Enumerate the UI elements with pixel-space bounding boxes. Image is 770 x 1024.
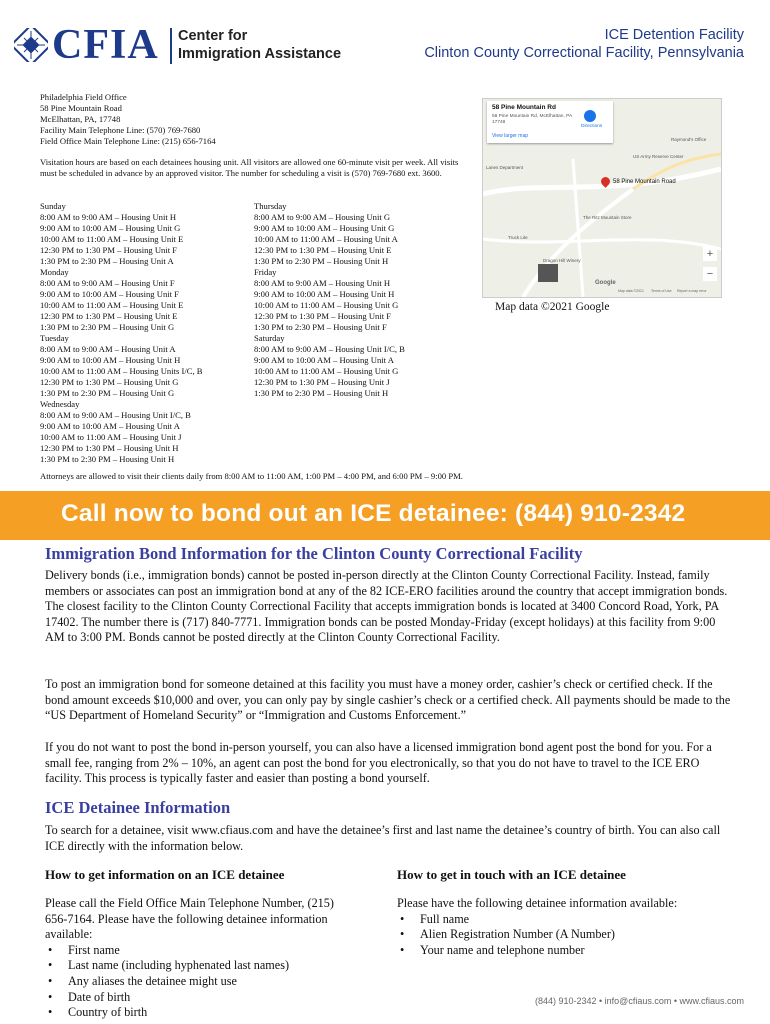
map-caption: Map data ©2021 Google [495,301,610,313]
bond-paragraph: Delivery bonds (i.e., immigration bonds) cannot be posted in-person directly at the Clinton County Correctional Facility. Instead, family members or associates can post an immigration bond at any of the 82 ICE-ERO facilities around the country that accept immigration bonds. The closest facility to the Clinton County Correctional Facility that accepts immigration bonds is located at 3400 Concord Road, York, PA 17402. The number there is (717) 840-7771. Immigration bonds can be posted Monday-Friday (except holidays) at this facility from 9:00 AM to 3:00 PM. Bonds cannot be posted directly at the Clinton County Correctional Facility. [45,568,728,645]
map-pin-label: 58 Pine Mountain Road [613,179,676,185]
office-line: Facility Main Telephone Line: (570) 769-7680 [40,125,201,135]
schedule-line: 9:00 AM to 10:00 AM – Housing Unit H [40,355,181,365]
schedule-line: 10:00 AM to 11:00 AM – Housing Unit G [254,366,399,376]
facility-type: ICE Detention Facility [604,27,744,43]
schedule-line: Thursday [254,201,287,211]
schedule-line: Tuesday [40,333,69,343]
schedule-right [254,201,469,399]
schedule-line: 1:30 PM to 2:30 PM – Housing Unit A [40,256,174,266]
schedule-line: 8:00 AM to 9:00 AM – Housing Unit I/C, B [254,344,405,354]
contact-column [397,896,737,958]
schedule-line: Wednesday [40,399,80,409]
list-item: • Last name (including hyphenated last names) [45,958,345,974]
schedule-line: 9:00 AM to 10:00 AM – Housing Unit G [40,223,181,233]
schedule-line: 9:00 AM to 10:00 AM – Housing Unit G [254,223,395,233]
detainee-heading: ICE Detainee Information [45,798,231,817]
map-label: Truck Lite [508,235,528,240]
logo-subtitle [178,27,341,63]
map-label: Lanes Department [486,165,524,170]
list-item: • Full name [397,912,737,928]
directions-icon[interactable] [584,110,596,122]
logo-divider [170,28,172,64]
schedule-line: 8:00 AM to 9:00 AM – Housing Unit G [254,212,391,222]
logo-wordmark: CFIA [52,22,159,68]
zoom-out-button[interactable]: − [703,267,717,281]
schedule-line: Friday [254,267,277,277]
info-subheading: How to get information on an ICE detainee [45,867,285,882]
schedule-line: 12:30 PM to 1:30 PM – Housing Unit G [40,377,179,387]
schedule-line: 12:30 PM to 1:30 PM – Housing Unit H [40,443,179,453]
info-column-text: Please call the Field Office Main Telephone Number, (215) 656-7164. Please have the following detainee information available: [45,896,334,942]
detainee-paragraph: To search for a detainee, visit www.cfiaus.com and have the detainee’s first and last name the detainee’s country of birth. You can also call ICE directly with the information below. [45,823,721,853]
contact-column-text: Please have the following detainee information available: [397,896,678,910]
footer-contact: (844) 910-2342 • info@cfiaus.com • www.cfiaus.com [534,996,744,1006]
schedule-line: 10:00 AM to 11:00 AM – Housing Units I/C, B [40,366,203,376]
schedule-line: 12:30 PM to 1:30 PM – Housing Unit J [254,377,390,387]
office-line: Philadelphia Field Office [40,92,127,102]
facility-name: Clinton County Correctional Facility, Pennsylvania [424,45,744,61]
map-directions-link[interactable]: Directions [581,124,603,129]
schedule-line: 10:00 AM to 11:00 AM – Housing Unit E [40,234,184,244]
map-view-larger-link[interactable]: View larger map [492,133,529,139]
list-item: • Alien Registration Number (A Number) [397,927,737,943]
call-banner[interactable] [0,491,770,540]
map-attribution: Map data ©2021 [618,289,644,293]
map-label: US Army Reserve Center [633,154,684,159]
visitation-text: Visitation hours are based on each detainees housing unit. All visitors are allowed one 60-minute visit per week. All visits must be scheduled in advance by an approved visitor. The number for scheduling a visit is (570) 769-7680 ext. 3600. [40,157,459,178]
bond-heading: Immigration Bond Information for the Clinton County Correctional Facility [45,544,583,563]
schedule-line: 12:30 PM to 1:30 PM – Housing Unit E [254,245,392,255]
map-card-title: 58 Pine Mountain Rd [492,104,556,111]
schedule-line: 9:00 AM to 10:00 AM – Housing Unit A [40,421,180,431]
logo-subtitle-line2: Immigration Assistance [178,46,342,62]
office-line: McElhattan, PA, 17748 [40,114,121,124]
bond-paragraph: If you do not want to post the bond in-person yourself, you can also have a licensed immigration bond agent post the bond for you. For a small fee, ranging from 2% – 10%, an agent can post the bond for you electronically, so that you do not have to travel to the ICE ERO facility. This process is typically faster and easier than posting a bond yourself. [45,740,712,786]
schedule-line: 9:00 AM to 10:00 AM – Housing Unit F [40,289,179,299]
map-report-link[interactable]: Report a map error [677,289,707,293]
schedule-line: 10:00 AM to 11:00 AM – Housing Unit E [40,300,184,310]
call-banner-text[interactable]: Call now to bond out an ICE detainee: (844) 910-2342 [61,500,686,527]
list-item: • Your name and telephone number [397,943,737,959]
map-info-card [487,101,613,143]
schedule-line: 9:00 AM to 10:00 AM – Housing Unit H [254,289,395,299]
list-item: • Country of birth [45,1005,345,1021]
schedule-line: 8:00 AM to 9:00 AM – Housing Unit I/C, B [40,410,191,420]
schedule-line: 1:30 PM to 2:30 PM – Housing Unit H [40,454,175,464]
schedule-line: 12:30 PM to 1:30 PM – Housing Unit F [40,245,178,255]
logo-subtitle-line1: Center for [178,28,248,44]
map-embed[interactable] [482,98,722,298]
info-column [45,896,345,1021]
office-info [40,92,460,147]
schedule-line: 1:30 PM to 2:30 PM – Housing Unit G [40,322,175,332]
zoom-in-button[interactable]: + [703,247,717,261]
schedule-line: 8:00 AM to 9:00 AM – Housing Unit A [40,344,176,354]
schedule-line: 1:30 PM to 2:30 PM – Housing Unit H [254,388,389,398]
schedule-line: Sunday [40,201,66,211]
contact-subheading: How to get in touch with an ICE detainee [397,867,626,882]
map-label: The Ritz Mountain Store [583,215,632,220]
office-line: Field Office Main Telephone Line: (215) 656-7164 [40,136,216,146]
list-item: • Date of birth [45,990,345,1006]
schedule-line: 12:30 PM to 1:30 PM – Housing Unit F [254,311,392,321]
schedule-line: 8:00 AM to 9:00 AM – Housing Unit F [40,278,175,288]
map-card-address: 58 Pine Mountain Rd, McElhattan, PA 17748 [492,114,572,125]
schedule-line: 1:30 PM to 2:30 PM – Housing Unit H [254,256,389,266]
page-header-title [424,26,744,62]
schedule-line: 12:30 PM to 1:30 PM – Housing Unit E [40,311,178,321]
google-logo: Google [595,280,616,286]
schedule-line: 1:30 PM to 2:30 PM – Housing Unit F [254,322,387,332]
schedule-line: 1:30 PM to 2:30 PM – Housing Unit G [40,388,175,398]
schedule-left [40,201,250,465]
schedule-line: 10:00 AM to 11:00 AM – Housing Unit J [40,432,182,442]
schedule-line: 8:00 AM to 9:00 AM – Housing Unit H [40,212,177,222]
logo-icon [14,28,48,62]
list-item: • Any aliases the detainee might use [45,974,345,990]
schedule-line: 9:00 AM to 10:00 AM – Housing Unit A [254,355,394,365]
map-label: Dragon Hill Winery [543,258,581,263]
office-line: 58 Pine Mountain Road [40,103,122,113]
schedule-line: 10:00 AM to 11:00 AM – Housing Unit A [254,234,398,244]
map-label: Raymond's Office [671,137,707,142]
attorney-visit-text: Attorneys are allowed to visit their clients daily from 8:00 AM to 11:00 AM, 1:00 PM – 4:00 PM, and 6:00 PM – 9:00 PM. [40,471,463,481]
map-terms-link[interactable]: Terms of Use [651,289,672,293]
schedule-line: 8:00 AM to 9:00 AM – Housing Unit H [254,278,391,288]
list-item: • First name [45,943,345,959]
schedule-line: Saturday [254,333,285,343]
bond-paragraph: To post an immigration bond for someone detained at this facility you must have a money order, cashier’s check or certified check. If the bond amount exceeds $10,000 and over, you can only pay by single cashier’s check or a certified check. All payments should be made to the “US Department of Homeland Security” or “Immigration and Customs Enforcement.” [45,677,731,723]
schedule-line: Monday [40,267,69,277]
schedule-line: 10:00 AM to 11:00 AM – Housing Unit G [254,300,399,310]
